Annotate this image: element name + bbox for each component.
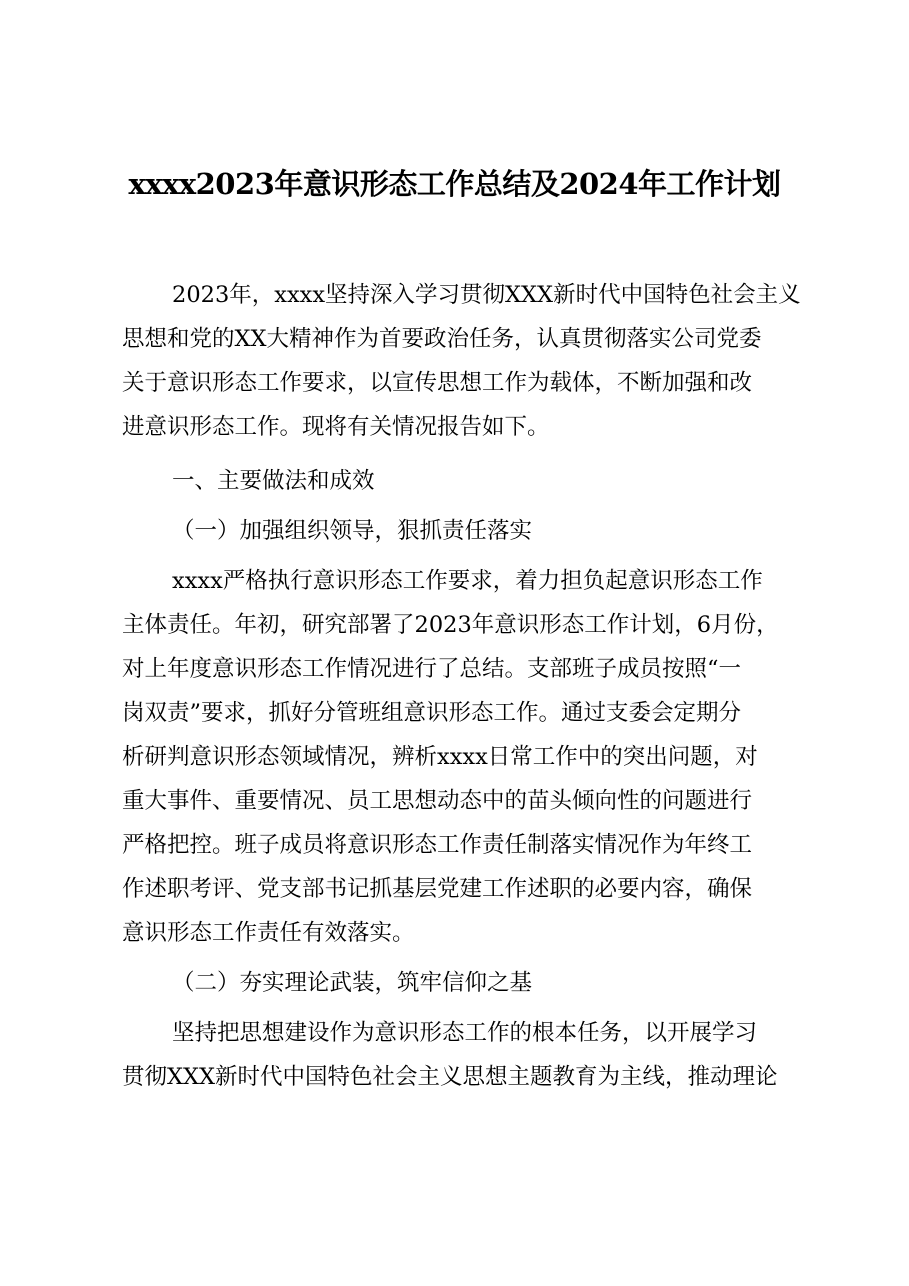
paragraph-line: 思想和党的XX大精神作为首要政治任务，认真贯彻落实公司党委 — [122, 326, 762, 352]
paragraph-line: 关于意识形态工作要求，以宣传思想工作为载体，不断加强和改 — [122, 370, 753, 396]
section-heading: 一、主要做法和成效 — [172, 468, 375, 494]
paragraph-line: 作述职考评、党支部书记抓基层党建工作述职的必要内容，确保 — [122, 876, 753, 902]
paragraph-line: 意识形态工作责任有效落实。 — [122, 920, 415, 946]
paragraph-line: 贯彻XXX新时代中国特色社会主义思想主题教育为主线，推动理论 — [122, 1064, 778, 1090]
paragraph-line: 2023年，xxxx坚持深入学习贯彻XXX新时代中国特色社会主义 — [172, 282, 801, 308]
subsection-heading: （二）夯实理论武装，筑牢信仰之基 — [172, 970, 533, 996]
paragraph-line: 析研判意识形态领域情况，辨析xxxx日常工作中的突出问题，对 — [122, 744, 758, 770]
paragraph-line: 进意识形态工作。现将有关情况报告如下。 — [122, 414, 550, 440]
document-title: xxxx2023年意识形态工作总结及2024年工作计划 — [128, 167, 781, 201]
paragraph-line: 重大事件、重要情况、员工思想动态中的苗头倾向性的问题进行 — [122, 788, 753, 814]
paragraph-line: 对上年度意识形态工作情况进行了总结。支部班子成员按照“一 — [122, 656, 742, 682]
paragraph-line: 坚持把思想建设作为意识形态工作的根本任务，以开展学习 — [172, 1020, 758, 1046]
subsection-heading: （一）加强组织领导，狠抓责任落实 — [172, 518, 533, 544]
paragraph-line: xxxx严格执行意识形态工作要求，着力担负起意识形态工作 — [172, 568, 763, 594]
paragraph-line: 主体责任。年初，研究部署了2023年意识形态工作计划，6月份， — [122, 612, 779, 638]
paragraph-line: 严格把控。班子成员将意识形态工作责任制落实情况作为年终工 — [122, 832, 753, 858]
paragraph-line: 岗双责”要求，抓好分管班组意识形态工作。通过支委会定期分 — [122, 700, 742, 726]
